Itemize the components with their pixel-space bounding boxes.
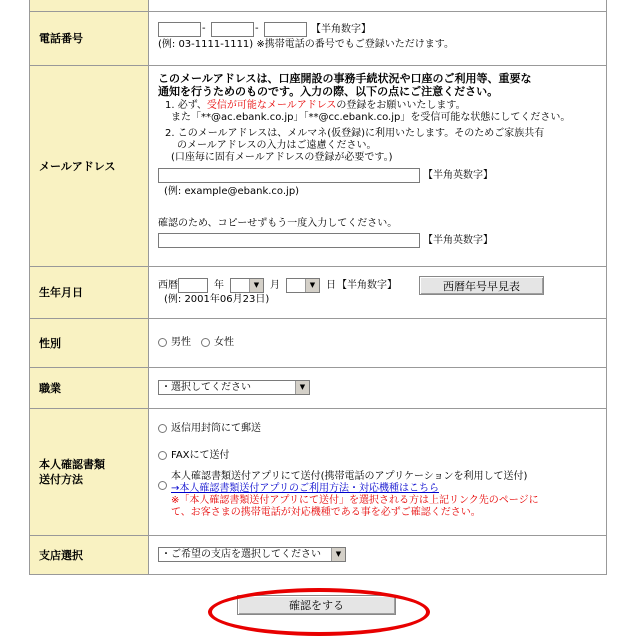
- email-confirm-input[interactable]: [158, 233, 420, 248]
- email-confirm-text: 確認のため、コピーせずもう一度入力してください。: [158, 218, 398, 229]
- occupation-label: 職業: [30, 368, 149, 408]
- gender-male-label: 男性: [171, 337, 191, 348]
- highlight-circle: [208, 588, 430, 636]
- birth-day-select[interactable]: [286, 278, 320, 293]
- email-item2-line1: 2. このメールアドレスは、メルマネ(仮登録)に利用いたします。そのためご家族共有: [165, 128, 545, 139]
- id-doc-app-radio[interactable]: [158, 481, 167, 490]
- branch-label: 支店選択: [30, 536, 149, 574]
- birth-day-unit: 日: [326, 280, 336, 291]
- email-label: メールアドレス: [30, 66, 149, 266]
- email-input[interactable]: [158, 168, 420, 183]
- branch-row: [30, 536, 606, 574]
- email-row: [30, 66, 606, 266]
- registration-form-table: [29, 0, 607, 575]
- top-partial-header: [30, 0, 149, 11]
- phone-part2-input[interactable]: [211, 22, 254, 37]
- confirm-button[interactable]: 確認をする: [237, 595, 396, 615]
- email-hint: 【半角英数字】: [423, 170, 493, 181]
- birth-year-input[interactable]: [178, 278, 208, 293]
- phone-label: 電話番号: [30, 12, 149, 65]
- email-notice-line2: 通知を行うためのものです。入力の際、以下の点にご注意ください。: [158, 85, 499, 98]
- phone-dash-2: -: [255, 23, 259, 34]
- chevron-down-icon: ▼: [331, 548, 345, 561]
- birth-month-select[interactable]: [230, 278, 264, 293]
- id-doc-app-note1: ※「本人確認書類送付アプリにて送付」を選択される方は上記リンク先のページに: [171, 495, 539, 506]
- birthdate-row: [30, 267, 606, 318]
- gender-male-radio[interactable]: [158, 338, 167, 347]
- email-item1-line2: また「**@ac.ebank.co.jp」「**@cc.ebank.co.jp」を受信可能な状態にしてください。: [171, 112, 571, 123]
- birth-era-label: 西暦: [158, 280, 178, 291]
- gender-female-radio[interactable]: [201, 338, 210, 347]
- id-doc-app-label: 本人確認書類送付アプリにて送付(携帯電話のアプリケーションを利用して送付): [171, 471, 528, 482]
- era-chart-button[interactable]: 西暦年号早見表: [419, 276, 544, 295]
- chevron-down-icon: ▼: [249, 279, 263, 292]
- birth-month-unit: 月: [270, 280, 280, 291]
- email-example: (例: example@ebank.co.jp): [164, 186, 300, 197]
- occupation-row: [30, 368, 606, 408]
- occupation-select[interactable]: ・選択してください ▼: [158, 380, 310, 395]
- email-confirm-hint: 【半角英数字】: [423, 235, 493, 246]
- top-partial-row: [30, 0, 606, 11]
- birth-year-unit: 年: [214, 280, 224, 291]
- id-doc-mail-radio[interactable]: [158, 424, 167, 433]
- email-item2-line2: のメールアドレスの入力はご遠慮ください。: [177, 140, 377, 151]
- birthdate-label: 生年月日: [30, 267, 149, 318]
- id-document-row: [30, 409, 606, 535]
- id-doc-app-link[interactable]: →本人確認書類送付アプリのご利用方法・対応機種はこちら: [171, 483, 439, 494]
- phone-dash-1: -: [202, 23, 206, 34]
- email-item2-line3: (口座毎に固有メールアドレスの登録が必要です。): [171, 152, 393, 163]
- phone-hint: 【半角数字】: [311, 24, 371, 35]
- phone-part1-input[interactable]: [158, 22, 201, 37]
- id-document-label: 本人確認書類 送付方法: [30, 409, 149, 535]
- gender-female-label: 女性: [214, 337, 234, 348]
- birth-example: (例: 2001年06月23日): [164, 294, 270, 305]
- id-doc-app-note2: て、お客さまの携帯電話が対応機種である事を必ずご確認ください。: [171, 507, 481, 518]
- chevron-down-icon: ▼: [305, 279, 319, 292]
- gender-label: 性別: [30, 319, 149, 367]
- id-doc-fax-radio[interactable]: [158, 451, 167, 460]
- birth-hint: 【半角数字】: [337, 280, 397, 291]
- chevron-down-icon: ▼: [295, 381, 309, 394]
- gender-row: [30, 319, 606, 367]
- id-doc-mail-label: 返信用封筒にて郵送: [171, 423, 261, 434]
- id-doc-fax-label: FAXにて送付: [171, 450, 230, 461]
- email-notice-line1: このメールアドレスは、口座開設の事務手続状況や口座のご利用等、重要な: [158, 72, 532, 85]
- phone-part3-input[interactable]: [264, 22, 307, 37]
- phone-example: (例: 03-1111-1111) ※携帯電話の番号でもご登録いただけます。: [158, 39, 454, 50]
- branch-select[interactable]: ・ご希望の支店を選択してください ▼: [158, 547, 346, 562]
- email-item1: 1. 必ず、受信が可能なメールアドレスの登録をお願いいたします。: [165, 100, 466, 111]
- phone-row: [30, 12, 606, 65]
